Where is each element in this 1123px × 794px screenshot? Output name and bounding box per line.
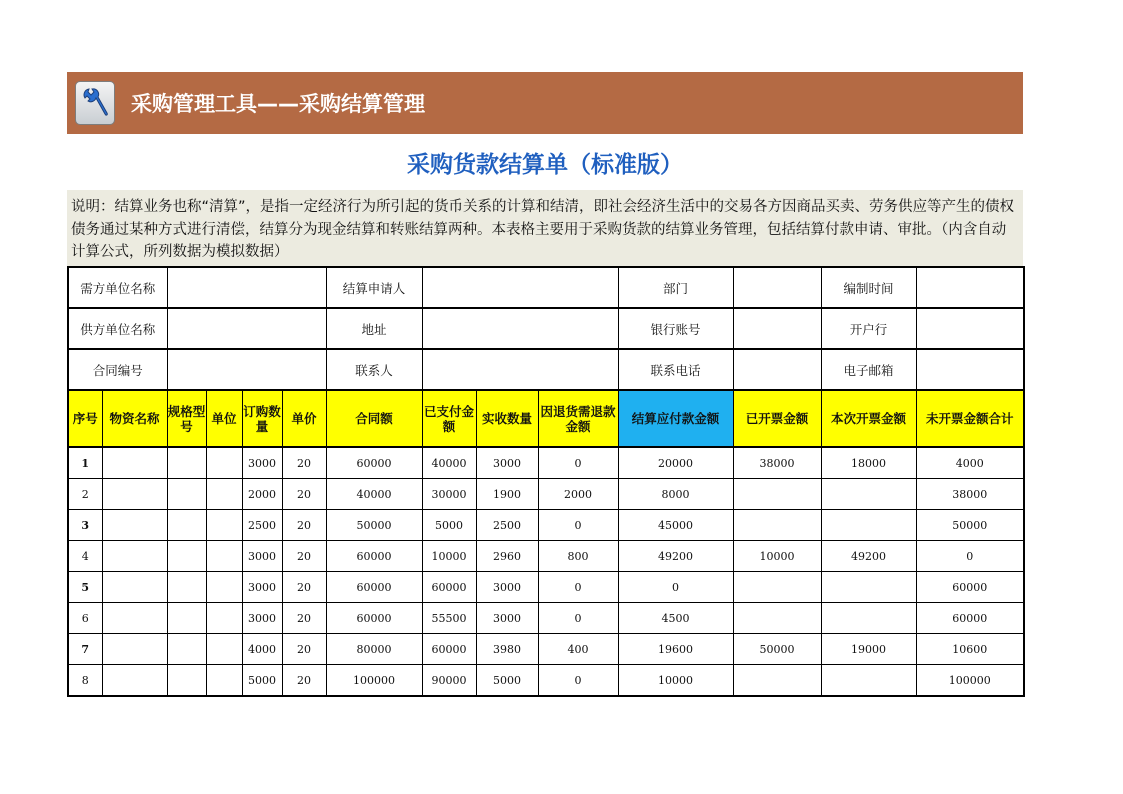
table-header-row [68,390,1024,447]
cell-this-invoice[interactable] [821,479,916,510]
bank-label: 开户行 [821,308,916,349]
col-refund-amount-header: 因退货需退款金额 [538,390,618,447]
buyer-name-field[interactable] [167,267,326,308]
cell-paid-amount[interactable]: 5000 [422,510,476,541]
cell-received-qty[interactable]: 5000 [476,665,538,697]
cell-unit[interactable] [206,541,242,572]
cell-no[interactable]: 3 [68,510,102,541]
contract-no-field[interactable] [167,349,326,390]
table-row [68,447,1024,479]
phone-field[interactable] [733,349,821,390]
cell-material[interactable] [102,510,167,541]
cell-uninvoiced-total[interactable]: 60000 [916,572,1024,603]
cell-received-qty[interactable]: 3000 [476,603,538,634]
cell-material[interactable] [102,541,167,572]
cell-no[interactable]: 1 [68,447,102,479]
cell-paid-amount[interactable]: 90000 [422,665,476,697]
cell-unit-price[interactable]: 20 [282,572,326,603]
col-material-header: 物资名称 [102,390,167,447]
cell-unit[interactable] [206,479,242,510]
address-label: 地址 [326,308,422,349]
cell-refund-amount[interactable]: 0 [538,572,618,603]
cell-contract-amount[interactable]: 40000 [326,479,422,510]
cell-material[interactable] [102,603,167,634]
cell-this-invoice[interactable] [821,572,916,603]
cell-order-qty[interactable]: 3000 [242,447,282,479]
cell-contract-amount[interactable]: 50000 [326,510,422,541]
document-title: 采购货款结算单（标准版） [407,152,683,178]
cell-order-qty[interactable]: 5000 [242,665,282,697]
cell-unit[interactable] [206,447,242,479]
cell-payable[interactable]: 8000 [618,479,733,510]
table-row [68,479,1024,510]
cell-received-qty[interactable]: 2500 [476,510,538,541]
cell-payable[interactable]: 45000 [618,510,733,541]
cell-contract-amount[interactable]: 60000 [326,541,422,572]
cell-refund-amount[interactable]: 800 [538,541,618,572]
col-invoiced-header: 已开票金额 [733,390,821,447]
bank-field[interactable] [916,308,1024,349]
description-note: 说明：结算业务也称“清算”，是指一定经济行为所引起的货币关系的计算和结清，即社会经济生活中的交易各方因商品买卖、劳务供应等产生的债权债务通过某种方式进行清偿，结算分为现金结算和转账结算两种。本表格主要用于采购货款的结算业务管理，包括结算付款申请、审批。（内含自动计算公式，所列数据为模拟数据） [67,190,1023,266]
cell-payable[interactable]: 20000 [618,447,733,479]
col-order-qty-header: 订购数量 [242,390,282,447]
bank-account-label: 银行账号 [618,308,733,349]
cell-payable[interactable]: 0 [618,572,733,603]
cell-refund-amount[interactable]: 0 [538,665,618,697]
col-unit-header: 单位 [206,390,242,447]
contract-no-label: 合同编号 [68,349,167,390]
info-row-buyer [68,267,1024,308]
cell-refund-amount[interactable]: 2000 [538,479,618,510]
cell-invoiced[interactable]: 50000 [733,634,821,665]
cell-unit-price[interactable]: 20 [282,603,326,634]
cell-payable[interactable]: 10000 [618,665,733,697]
cell-refund-amount[interactable]: 400 [538,634,618,665]
cell-received-qty[interactable]: 3980 [476,634,538,665]
compile-time-field[interactable] [916,267,1024,308]
cell-spec[interactable] [167,541,206,572]
cell-contract-amount[interactable]: 60000 [326,572,422,603]
cell-unit-price[interactable]: 20 [282,541,326,572]
cell-order-qty[interactable]: 3000 [242,541,282,572]
cell-invoiced[interactable] [733,665,821,697]
cell-received-qty[interactable]: 1900 [476,479,538,510]
compile-time-label: 编制时间 [821,267,916,308]
col-uninvoiced-total-header: 未开票金额合计 [916,390,1024,447]
cell-received-qty[interactable]: 3000 [476,447,538,479]
contact-field[interactable] [422,349,618,390]
cell-this-invoice[interactable] [821,510,916,541]
phone-label: 联系电话 [618,349,733,390]
cell-order-qty[interactable]: 3000 [242,603,282,634]
cell-spec[interactable] [167,447,206,479]
cell-uninvoiced-total[interactable]: 38000 [916,479,1024,510]
supplier-name-label: 供方单位名称 [68,308,167,349]
col-spec-header: 规格型号 [167,390,206,447]
cell-unit-price[interactable]: 20 [282,665,326,697]
cell-this-invoice[interactable]: 18000 [821,447,916,479]
cell-unit-price[interactable]: 20 [282,447,326,479]
applicant-label: 结算申请人 [326,267,422,308]
cell-invoiced[interactable] [733,603,821,634]
banner-title: 采购管理工具——采购结算管理 [131,92,425,116]
supplier-name-field[interactable] [167,308,326,349]
cell-received-qty[interactable]: 3000 [476,572,538,603]
cell-unit[interactable] [206,665,242,697]
cell-uninvoiced-total[interactable]: 60000 [916,603,1024,634]
col-contract-amount-header: 合同额 [326,390,422,447]
cell-order-qty[interactable]: 3000 [242,572,282,603]
col-unit-price-header: 单价 [282,390,326,447]
cell-order-qty[interactable]: 2500 [242,510,282,541]
col-payable-header: 结算应付款金额 [618,390,733,447]
email-label: 电子邮箱 [821,349,916,390]
cell-this-invoice[interactable] [821,603,916,634]
cell-paid-amount[interactable]: 30000 [422,479,476,510]
cell-uninvoiced-total[interactable]: 4000 [916,447,1024,479]
table-row [68,572,1024,603]
applicant-field[interactable] [422,267,618,308]
cell-spec[interactable] [167,510,206,541]
cell-no[interactable]: 5 [68,572,102,603]
cell-this-invoice[interactable]: 49200 [821,541,916,572]
cell-no[interactable]: 8 [68,665,102,697]
cell-payable[interactable]: 19600 [618,634,733,665]
address-field[interactable] [422,308,618,349]
cell-uninvoiced-total[interactable]: 0 [916,541,1024,572]
cell-unit-price[interactable]: 20 [282,634,326,665]
cell-refund-amount[interactable]: 0 [538,510,618,541]
info-row-contract [68,349,1024,390]
col-this-invoice-header: 本次开票金额 [821,390,916,447]
cell-payable[interactable]: 4500 [618,603,733,634]
cell-no[interactable]: 4 [68,541,102,572]
bank-account-field[interactable] [733,308,821,349]
cell-paid-amount[interactable]: 40000 [422,447,476,479]
cell-uninvoiced-total[interactable]: 10600 [916,634,1024,665]
cell-paid-amount[interactable]: 55500 [422,603,476,634]
department-label: 部门 [618,267,733,308]
cell-unit[interactable] [206,603,242,634]
cell-payable[interactable]: 49200 [618,541,733,572]
cell-unit[interactable] [206,634,242,665]
cell-paid-amount[interactable]: 60000 [422,634,476,665]
col-paid-amount-header: 已支付金额 [422,390,476,447]
table-row [68,510,1024,541]
cell-contract-amount[interactable]: 60000 [326,447,422,479]
cell-spec[interactable] [167,665,206,697]
table-row [68,665,1024,697]
contact-label: 联系人 [326,349,422,390]
cell-order-qty[interactable]: 2000 [242,479,282,510]
cell-no[interactable]: 6 [68,603,102,634]
settlement-table [67,266,1025,697]
cell-unit-price[interactable]: 20 [282,479,326,510]
cell-material[interactable] [102,634,167,665]
cell-material[interactable] [102,572,167,603]
cell-invoiced[interactable] [733,510,821,541]
table-row [68,541,1024,572]
email-field[interactable] [916,349,1024,390]
cell-no[interactable]: 2 [68,479,102,510]
cell-uninvoiced-total[interactable]: 100000 [916,665,1024,697]
cell-no[interactable]: 7 [68,634,102,665]
col-received-qty-header: 实收数量 [476,390,538,447]
cell-spec[interactable] [167,603,206,634]
col-no-header: 序号 [68,390,102,447]
buyer-name-label: 需方单位名称 [68,267,167,308]
cell-spec[interactable] [167,634,206,665]
cell-refund-amount[interactable]: 0 [538,447,618,479]
header-banner [67,72,1023,134]
cell-refund-amount[interactable]: 0 [538,603,618,634]
cell-this-invoice[interactable] [821,665,916,697]
department-field[interactable] [733,267,821,308]
cell-contract-amount[interactable]: 60000 [326,603,422,634]
cell-uninvoiced-total[interactable]: 50000 [916,510,1024,541]
wrench-icon [75,81,115,125]
cell-this-invoice[interactable]: 19000 [821,634,916,665]
info-row-supplier [68,308,1024,349]
cell-invoiced[interactable] [733,572,821,603]
table-row [68,603,1024,634]
cell-received-qty[interactable]: 2960 [476,541,538,572]
cell-invoiced[interactable]: 10000 [733,541,821,572]
cell-spec[interactable] [167,572,206,603]
table-row [68,634,1024,665]
cell-unit-price[interactable]: 20 [282,510,326,541]
cell-contract-amount[interactable]: 100000 [326,665,422,697]
cell-invoiced[interactable] [733,479,821,510]
cell-contract-amount[interactable]: 80000 [326,634,422,665]
cell-order-qty[interactable]: 4000 [242,634,282,665]
cell-material[interactable] [102,479,167,510]
cell-paid-amount[interactable]: 60000 [422,572,476,603]
cell-material[interactable] [102,447,167,479]
cell-unit[interactable] [206,572,242,603]
cell-unit[interactable] [206,510,242,541]
cell-paid-amount[interactable]: 10000 [422,541,476,572]
table-body [68,447,1024,696]
cell-invoiced[interactable]: 38000 [733,447,821,479]
cell-spec[interactable] [167,479,206,510]
cell-material[interactable] [102,665,167,697]
